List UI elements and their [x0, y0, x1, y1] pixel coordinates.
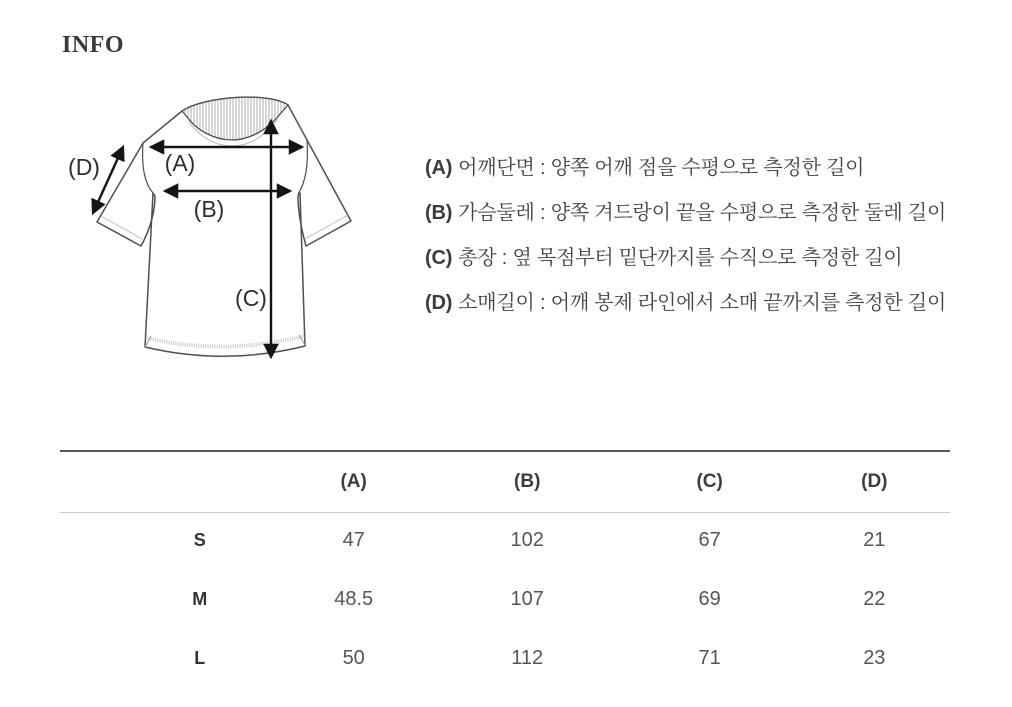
- measurement-value-cell: 22: [863, 588, 886, 610]
- measurement-descriptions: [425, 146, 1000, 326]
- measurement-text: 가슴둘레 : 양쪽 겨드랑이 끝을 수평으로 측정한 둘레 길이: [458, 202, 947, 224]
- size-table-header-d: (D): [799, 452, 950, 513]
- measure-label-c: (C): [235, 285, 267, 311]
- page-title: INFO: [62, 32, 124, 58]
- size-table-header-c: (C): [621, 452, 799, 513]
- measurement-description-d: [425, 281, 1000, 326]
- measure-label-d: (D): [68, 154, 100, 180]
- measurement-text: 소매길이 : 어깨 봉제 라인에서 소매 끝까지를 측정한 길이: [458, 292, 947, 314]
- measurement-value-cell: 48.5: [334, 588, 374, 610]
- measurement-value-cell: 47: [342, 529, 365, 551]
- measurement-prefix: (D): [425, 292, 453, 314]
- measurement-value-cell: 69: [698, 588, 721, 610]
- size-table: [60, 450, 950, 688]
- measurement-description-c: [425, 236, 1000, 281]
- measure-label-a: (A): [164, 150, 196, 176]
- measurement-text: 총장 : 옆 목점부터 밑단까지를 수직으로 측정한 길이: [458, 247, 903, 269]
- size-label-cell: S: [193, 530, 206, 550]
- measurement-value-cell: 71: [698, 647, 721, 669]
- measurement-value-cell: 102: [510, 529, 544, 551]
- size-label-cell: M: [192, 589, 208, 609]
- measurement-value-cell: 50: [342, 647, 365, 669]
- size-label-cell: L: [194, 648, 206, 668]
- measurement-prefix: (B): [425, 202, 453, 224]
- measurement-prefix: (A): [425, 157, 453, 179]
- size-table-header-b: (B): [434, 452, 621, 513]
- measurement-description-a: [425, 146, 1000, 191]
- measurement-value-cell: 21: [863, 529, 886, 551]
- measurement-value-cell: 67: [698, 529, 721, 551]
- size-table-header-size: [60, 452, 274, 513]
- tshirt-measurement-diagram: [55, 90, 395, 380]
- measurement-value-cell: 107: [510, 588, 544, 610]
- measurement-prefix: (C): [425, 247, 453, 269]
- size-table-header-a: (A): [274, 452, 434, 513]
- measurement-text: 어깨단면 : 양쪽 어깨 점을 수평으로 측정한 길이: [458, 157, 865, 179]
- measurement-value-cell: 112: [511, 647, 544, 669]
- measurement-description-b: [425, 191, 1000, 236]
- measurement-value-cell: 23: [863, 647, 886, 669]
- measure-label-b: (B): [193, 196, 225, 222]
